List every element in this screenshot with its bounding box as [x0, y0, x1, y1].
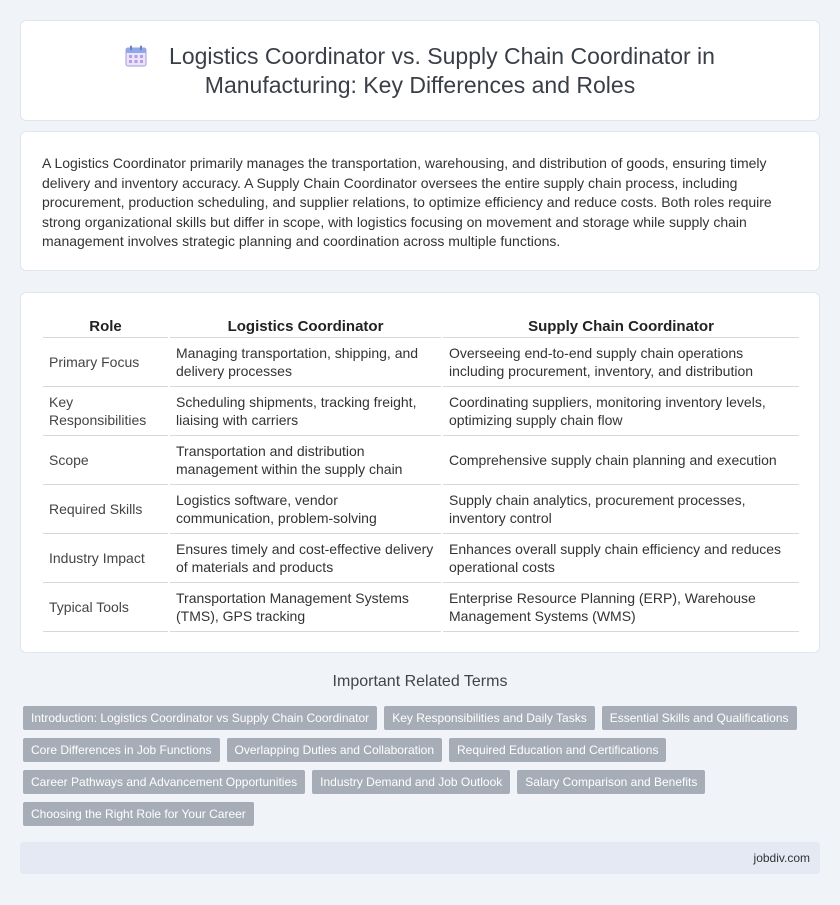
table-cell: Ensures timely and cost-effective delivery of materials and products: [169, 533, 442, 582]
table-row: [43, 582, 799, 631]
intro-card: [20, 131, 820, 271]
related-term-tag[interactable]: Required Education and Certifications: [449, 738, 666, 762]
related-terms-title: Important Related Terms: [332, 673, 508, 690]
table-row: [43, 435, 799, 484]
title-wrap: [21, 21, 819, 120]
table-cell: Industry Impact: [43, 533, 169, 582]
table-row: [43, 533, 799, 582]
related-terms-list: [23, 706, 813, 834]
table-cell: Primary Focus: [43, 337, 169, 386]
table-cell: Supply chain analytics, procurement processes, inventory control: [442, 484, 799, 533]
table-cell: Scheduling shipments, tracking freight, liaising with carriers: [169, 386, 442, 435]
tag-row: [23, 770, 813, 794]
tag-row: [23, 738, 813, 762]
related-term-tag[interactable]: Key Responsibilities and Daily Tasks: [384, 706, 595, 730]
related-term-tag[interactable]: Core Differences in Job Functions: [23, 738, 220, 762]
table-header: Role: [43, 315, 169, 337]
table-header: Logistics Coordinator: [169, 315, 442, 337]
table-cell: Coordinating suppliers, monitoring inventory levels, optimizing supply chain flow: [442, 386, 799, 435]
tag-row: [23, 706, 813, 730]
table-row: [43, 337, 799, 386]
related-term-tag[interactable]: Choosing the Right Role for Your Career: [23, 802, 254, 826]
table-cell: Enterprise Resource Planning (ERP), Warehouse Management Systems (WMS): [442, 582, 799, 631]
footer-site-link[interactable]: jobdiv.com: [753, 851, 810, 865]
table-cell: Managing transportation, shipping, and delivery processes: [169, 337, 442, 386]
intro-paragraph: A Logistics Coordinator primarily manages the transportation, warehousing, and distribution of goods, ensuring timely delivery and inventory accuracy. A Supply Chain Coordinator oversees the entire supply chain process, including procurement, production scheduling, and supplier relations, to optimize efficiency and reduce costs. Both roles require strong organizational skills but differ in scope, with logistics focusing on movement and storage while supply chain management involves strategic planning and coordination across multiple functions.: [42, 155, 772, 250]
table-row: [43, 484, 799, 533]
related-term-tag[interactable]: Career Pathways and Advancement Opportunities: [23, 770, 305, 794]
related-term-tag[interactable]: Introduction: Logistics Coordinator vs Supply Chain Coordinator: [23, 706, 377, 730]
page-title-text: Logistics Coordinator vs. Supply Chain Coordinator in Manufacturing: Key Differences and Roles: [169, 42, 715, 98]
table-cell: Typical Tools: [43, 582, 169, 631]
table-cell: Transportation and distribution management within the supply chain: [169, 435, 442, 484]
footer: [20, 842, 820, 874]
related-term-tag[interactable]: Industry Demand and Job Outlook: [312, 770, 510, 794]
header-card: [20, 20, 820, 121]
table-cell: Overseeing end-to-end supply chain operations including procurement, inventory, and distribution: [442, 337, 799, 386]
table-cell: Required Skills: [43, 484, 169, 533]
table-cell: Logistics software, vendor communication, problem-solving: [169, 484, 442, 533]
table-cell: Scope: [43, 435, 169, 484]
tag-row: [23, 802, 813, 826]
related-term-tag[interactable]: Salary Comparison and Benefits: [517, 770, 705, 794]
table-cell: Key Responsibilities: [43, 386, 169, 435]
table-cell: Enhances overall supply chain efficiency and reduces operational costs: [442, 533, 799, 582]
calendar-icon: [125, 45, 147, 67]
table-cell: Transportation Management Systems (TMS), GPS tracking: [169, 582, 442, 631]
related-term-tag[interactable]: Essential Skills and Qualifications: [602, 706, 797, 730]
page-title: [81, 42, 759, 100]
comparison-table: [43, 315, 799, 632]
table-header-row: [43, 315, 799, 337]
table-row: [43, 386, 799, 435]
table-cell: Comprehensive supply chain planning and execution: [442, 435, 799, 484]
comparison-card: [20, 292, 820, 653]
table-header: Supply Chain Coordinator: [442, 315, 799, 337]
related-term-tag[interactable]: Overlapping Duties and Collaboration: [227, 738, 442, 762]
